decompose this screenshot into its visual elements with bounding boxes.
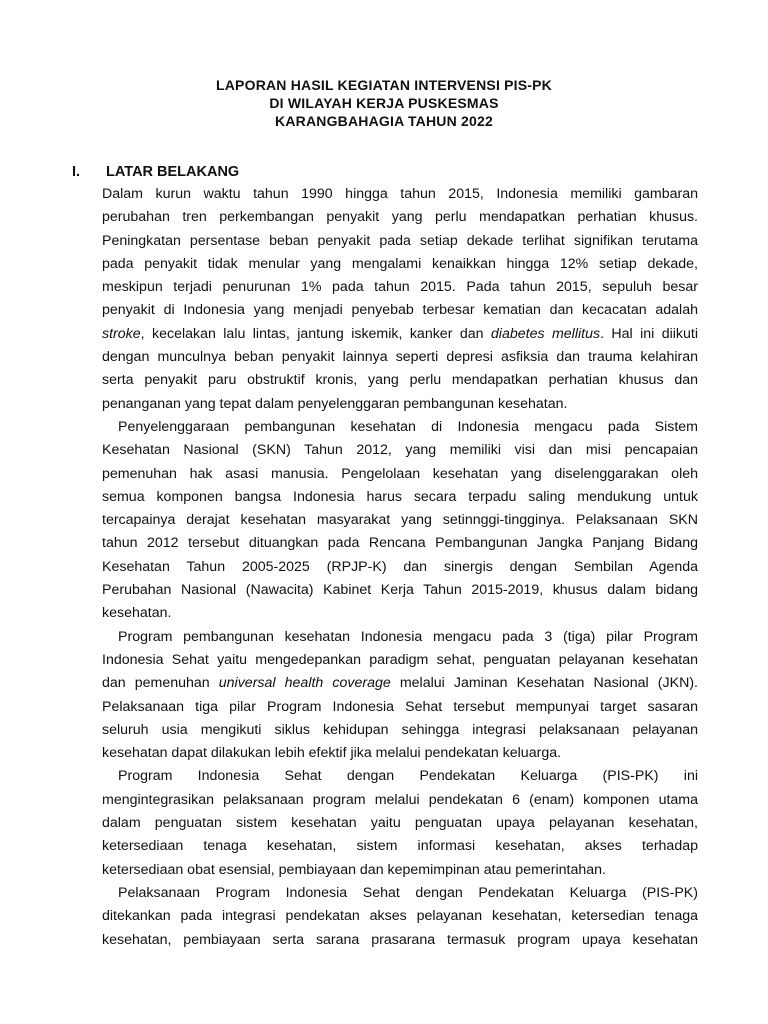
title-line-3: KARANGBAHAGIA TAHUN 2022: [275, 113, 493, 129]
paragraph-line: tercapainya derajat kesehatan masyarakat yang setinnggi-tingginya. Pelaksanaan SKN: [102, 512, 698, 529]
italic-term: diabetes mellitus: [490, 325, 601, 342]
paragraph-line: Dalam kurun waktu tahun 1990 hingga tahun 2015, Indonesia memiliki gambaran: [102, 186, 698, 202]
paragraph-line: dan pemenuhan universal health coverage melalui Jaminan Kesehatan Nasional (JKN).: [102, 675, 698, 692]
document-title: [0, 76, 768, 130]
paragraph-line: Kesehatan Tahun 2005-2025 (RPJP-K) dan sinergis dengan Sembilan Agenda: [102, 558, 698, 575]
section-number: I.: [72, 164, 81, 180]
paragraph-line: mengintegrasikan pelaksanaan program melalui pendekatan 6 (enam) komponen utama: [102, 791, 698, 808]
paragraph-line: dengan munculnya beban penyakit lainnya seperti depresi asfiksia dan trauma kelahiran: [102, 349, 698, 366]
paragraph-line: tahun 2012 tersebut dituangkan pada Rencana Pembangunan Jangka Panjang Bidang: [102, 535, 698, 552]
paragraph-line: kesehatan, pembiayaan serta sarana prasarana termasuk program upaya kesehatan: [102, 931, 698, 948]
paragraph-line: pada penyakit tidak menular yang mengalami kenaikkan hingga 12% setiap dekade,: [102, 255, 698, 272]
paragraph-3: [102, 626, 698, 766]
body-text: [102, 183, 698, 952]
paragraph-5: [102, 882, 698, 952]
paragraph-line: ditekankan pada integrasi pendekatan akses pelayanan kesehatan, ketersedian tenaga: [102, 908, 698, 925]
italic-term: universal health coverage: [218, 675, 391, 692]
paragraph-line: Program Indonesia Sehat dengan Pendekatan Keluarga (PIS-PK) ini: [118, 768, 698, 785]
paragraph-line: Indonesia Sehat yaitu mengedepankan paradigm sehat, penguatan pelayanan kesehatan: [102, 651, 698, 668]
section-title: LATAR BELAKANG: [106, 164, 240, 180]
paragraph-line: Pelaksanaan Program Indonesia Sehat dengan Pendekatan Keluarga (PIS-PK): [118, 884, 698, 901]
paragraph-line: Program pembangunan kesehatan Indonesia mengacu pada 3 (tiga) pilar Program: [118, 628, 698, 645]
paragraph-line: ketersediaan tenaga kesehatan, sistem informasi kesehatan, akses terhadap: [102, 838, 698, 855]
paragraph-1: [102, 183, 698, 416]
paragraph-line: Peningkatan persentase beban penyakit pada setiap dekade terlihat signifikan terutama: [102, 232, 698, 249]
paragraph-line: perubahan tren perkembangan penyakit yang perlu mendapatkan perhatian khusus.: [102, 209, 698, 226]
paragraph-line: seluruh usia mengikuti siklus kehidupan sehingga integrasi pelaksanaan pelayanan: [102, 721, 698, 738]
paragraph-line: Perubahan Nasional (Nawacita) Kabinet Kerja Tahun 2015-2019, khusus dalam bidang: [102, 582, 698, 599]
title-line-2: DI WILAYAH KERJA PUSKESMAS: [269, 95, 499, 111]
paragraph-line: stroke, kecelakan lalu lintas, jantung iskemik, kanker dan diabetes mellitus. Hal ini diikuti: [102, 325, 698, 342]
paragraph-line: meskipun terjadi penurunan 1% pada tahun 2015. Pada tahun 2015, sepuluh besar: [102, 279, 698, 296]
italic-term: stroke: [102, 325, 141, 342]
paragraph-line: Kesehatan Nasional (SKN) Tahun 2012, yang memiliki visi dan misi pencapaian: [102, 442, 698, 459]
section-heading: [72, 162, 239, 182]
paragraph-line: Pelaksanaan tiga pilar Program Indonesia Sehat tersebut mempunyai target sasaran: [102, 698, 698, 715]
paragraph-line: dalam penguatan sistem kesehatan yaitu penguatan upaya pelayanan kesehatan,: [102, 815, 698, 832]
paragraph-line: Penyelenggaraan pembangunan kesehatan di Indonesia mengacu pada Sistem: [118, 418, 698, 435]
paragraph-line: penyakit di Indonesia yang menjadi penyebab terbesar kematian dan kecacatan adalah: [102, 302, 698, 319]
paragraph-line: penanganan yang tepat dalam penyelenggaran pembangunan kesehatan.: [102, 395, 568, 412]
paragraph-2: [102, 416, 698, 626]
paragraph-line: ketersediaan obat esensial, pembiayaan dan kepemimpinan atau pemerintahan.: [102, 861, 606, 878]
paragraph-line: kesehatan dapat dilakukan lebih efektif jika melalui pendekatan keluarga.: [102, 745, 562, 762]
title-line-1: LAPORAN HASIL KEGIATAN INTERVENSI PIS-PK: [216, 77, 552, 93]
paragraph-line: pemenuhan hak asasi manusia. Pengelolaan kesehatan yang diselenggarakan oleh: [102, 465, 698, 482]
paragraph-line: kesehatan.: [102, 605, 172, 622]
paragraph-line: semua komponen bangsa Indonesia harus secara terpadu saling mendukung untuk: [102, 488, 698, 505]
paragraph-line: serta penyakit paru obstruktif kronis, yang perlu mendapatkan perhatian khusus dan: [102, 372, 698, 389]
paragraph-4: [102, 765, 698, 881]
